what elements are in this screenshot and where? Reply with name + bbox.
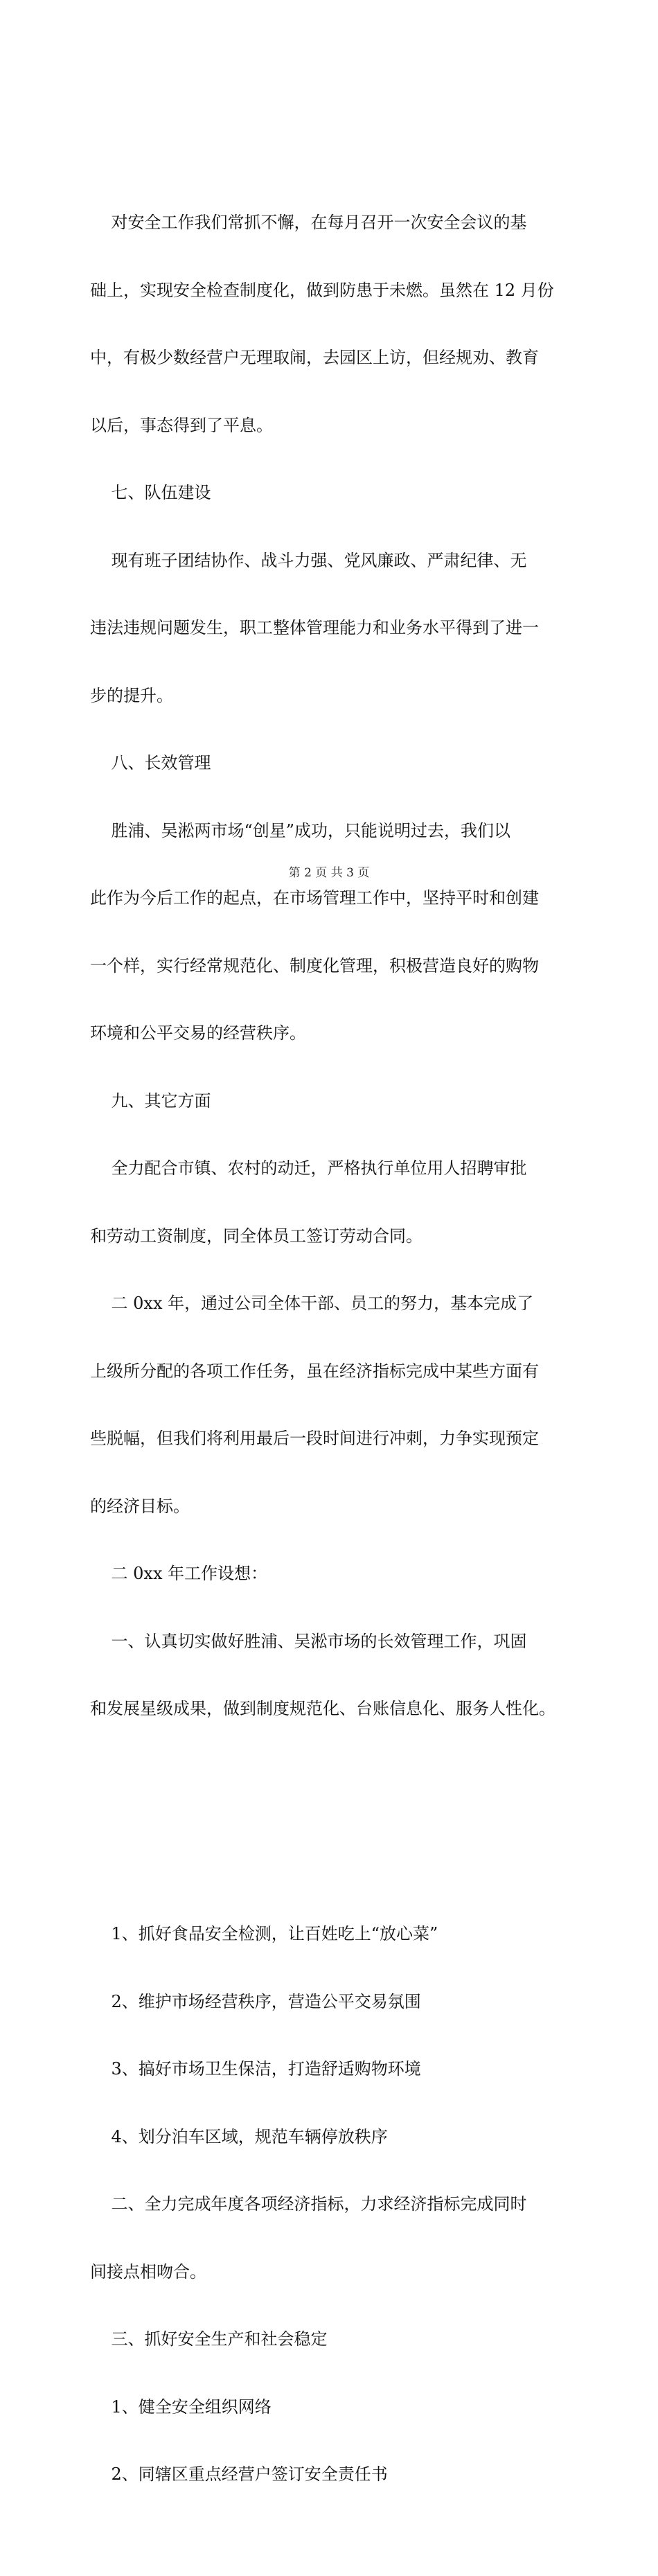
- list-item: 2、同辖区重点经营户签订安全责任书: [90, 2464, 388, 2484]
- text-line: 步的提升。: [90, 685, 173, 705]
- text-line: 对安全工作我们常抓不懈，在每月召开一次安全会议的基: [90, 213, 527, 232]
- text-line: 环境和公平交易的经营秩序。: [90, 1023, 306, 1043]
- text-line: 础上，实现安全检查制度化，做到防患于未燃。虽然在 12 月份: [90, 280, 554, 300]
- text-line: 的经济目标。: [90, 1496, 190, 1516]
- text-line: 胜浦、吴淞两市场“创星”成功，只能说明过去，我们以: [90, 820, 511, 840]
- text-line: 以后，事态得到了平息。: [90, 415, 273, 435]
- section-heading: 三、抓好安全生产和社会稳定: [90, 2329, 328, 2349]
- plan-lines: [90, 1878, 575, 2531]
- text-line: 些脱幅，但我们将利用最后一段时间进行冲刺，力争实现预定: [90, 1429, 539, 1448]
- list-item: 1、健全安全组织网络: [90, 2397, 272, 2417]
- text-line: 一个样，实行经常规范化、制度化管理，积极营造良好的购物: [90, 955, 539, 976]
- body-lines: [90, 166, 575, 1765]
- text-line: 一、认真切实做好胜浦、吴淞市场的长效管理工作，巩固: [90, 1631, 527, 1651]
- page-footer: [0, 863, 658, 880]
- text-line: 和发展星级成果，做到制度规范化、台账信息化、服务人性化。: [90, 1699, 555, 1718]
- section-heading: 八、长效管理: [90, 753, 211, 773]
- text-line: 二 0xx 年，通过公司全体干部、员工的努力，基本完成了: [90, 1294, 534, 1313]
- text-line: 此作为今后工作的起点，在市场管理工作中，坚持平时和创建: [90, 888, 539, 908]
- page-number: 第 2 页 共 3 页: [288, 866, 370, 880]
- text-line: 间接点相吻合。: [90, 2261, 206, 2282]
- text-line: 二、全力完成年度各项经济指标，力求经济指标完成同时: [90, 2194, 527, 2214]
- text-line: 全力配合市镇、农村的动迁，严格执行单位用人招聘审批: [90, 1158, 527, 1178]
- list-item: 2、维护市场经营秩序，营造公平交易氛围: [90, 1991, 421, 2011]
- section-heading: 九、其它方面: [90, 1091, 211, 1111]
- text-line: 现有班子团结协作、战斗力强、党风廉政、严肃纪律、无: [90, 550, 527, 570]
- blank-line: [90, 1810, 575, 1833]
- list-item: 3、搞好市场卫生保洁，打造舒适购物环境: [90, 2059, 421, 2079]
- text-line: 违法违规问题发生，职工整体管理能力和业务水平得到了进一: [90, 618, 539, 637]
- document-body: [90, 121, 575, 2576]
- section-heading: 二 0xx 年工作设想：: [90, 1564, 268, 1583]
- text-line: 中，有极少数经营户无理取闹，去园区上访，但经规劝、教育: [90, 348, 539, 367]
- text-line: 和劳动工资制度，同全体员工签订劳动合同。: [90, 1226, 423, 1246]
- list-item: 1、抓好食品安全检测，让百姓吃上“放心菜”: [90, 1924, 438, 1943]
- list-item: 4、划分泊车区域，规范车辆停放秩序: [90, 2126, 388, 2146]
- section-heading: 七、队伍建设: [90, 483, 211, 502]
- text-line: 上级所分配的各项工作任务，虽在经济指标完成中某些方面有: [90, 1361, 539, 1381]
